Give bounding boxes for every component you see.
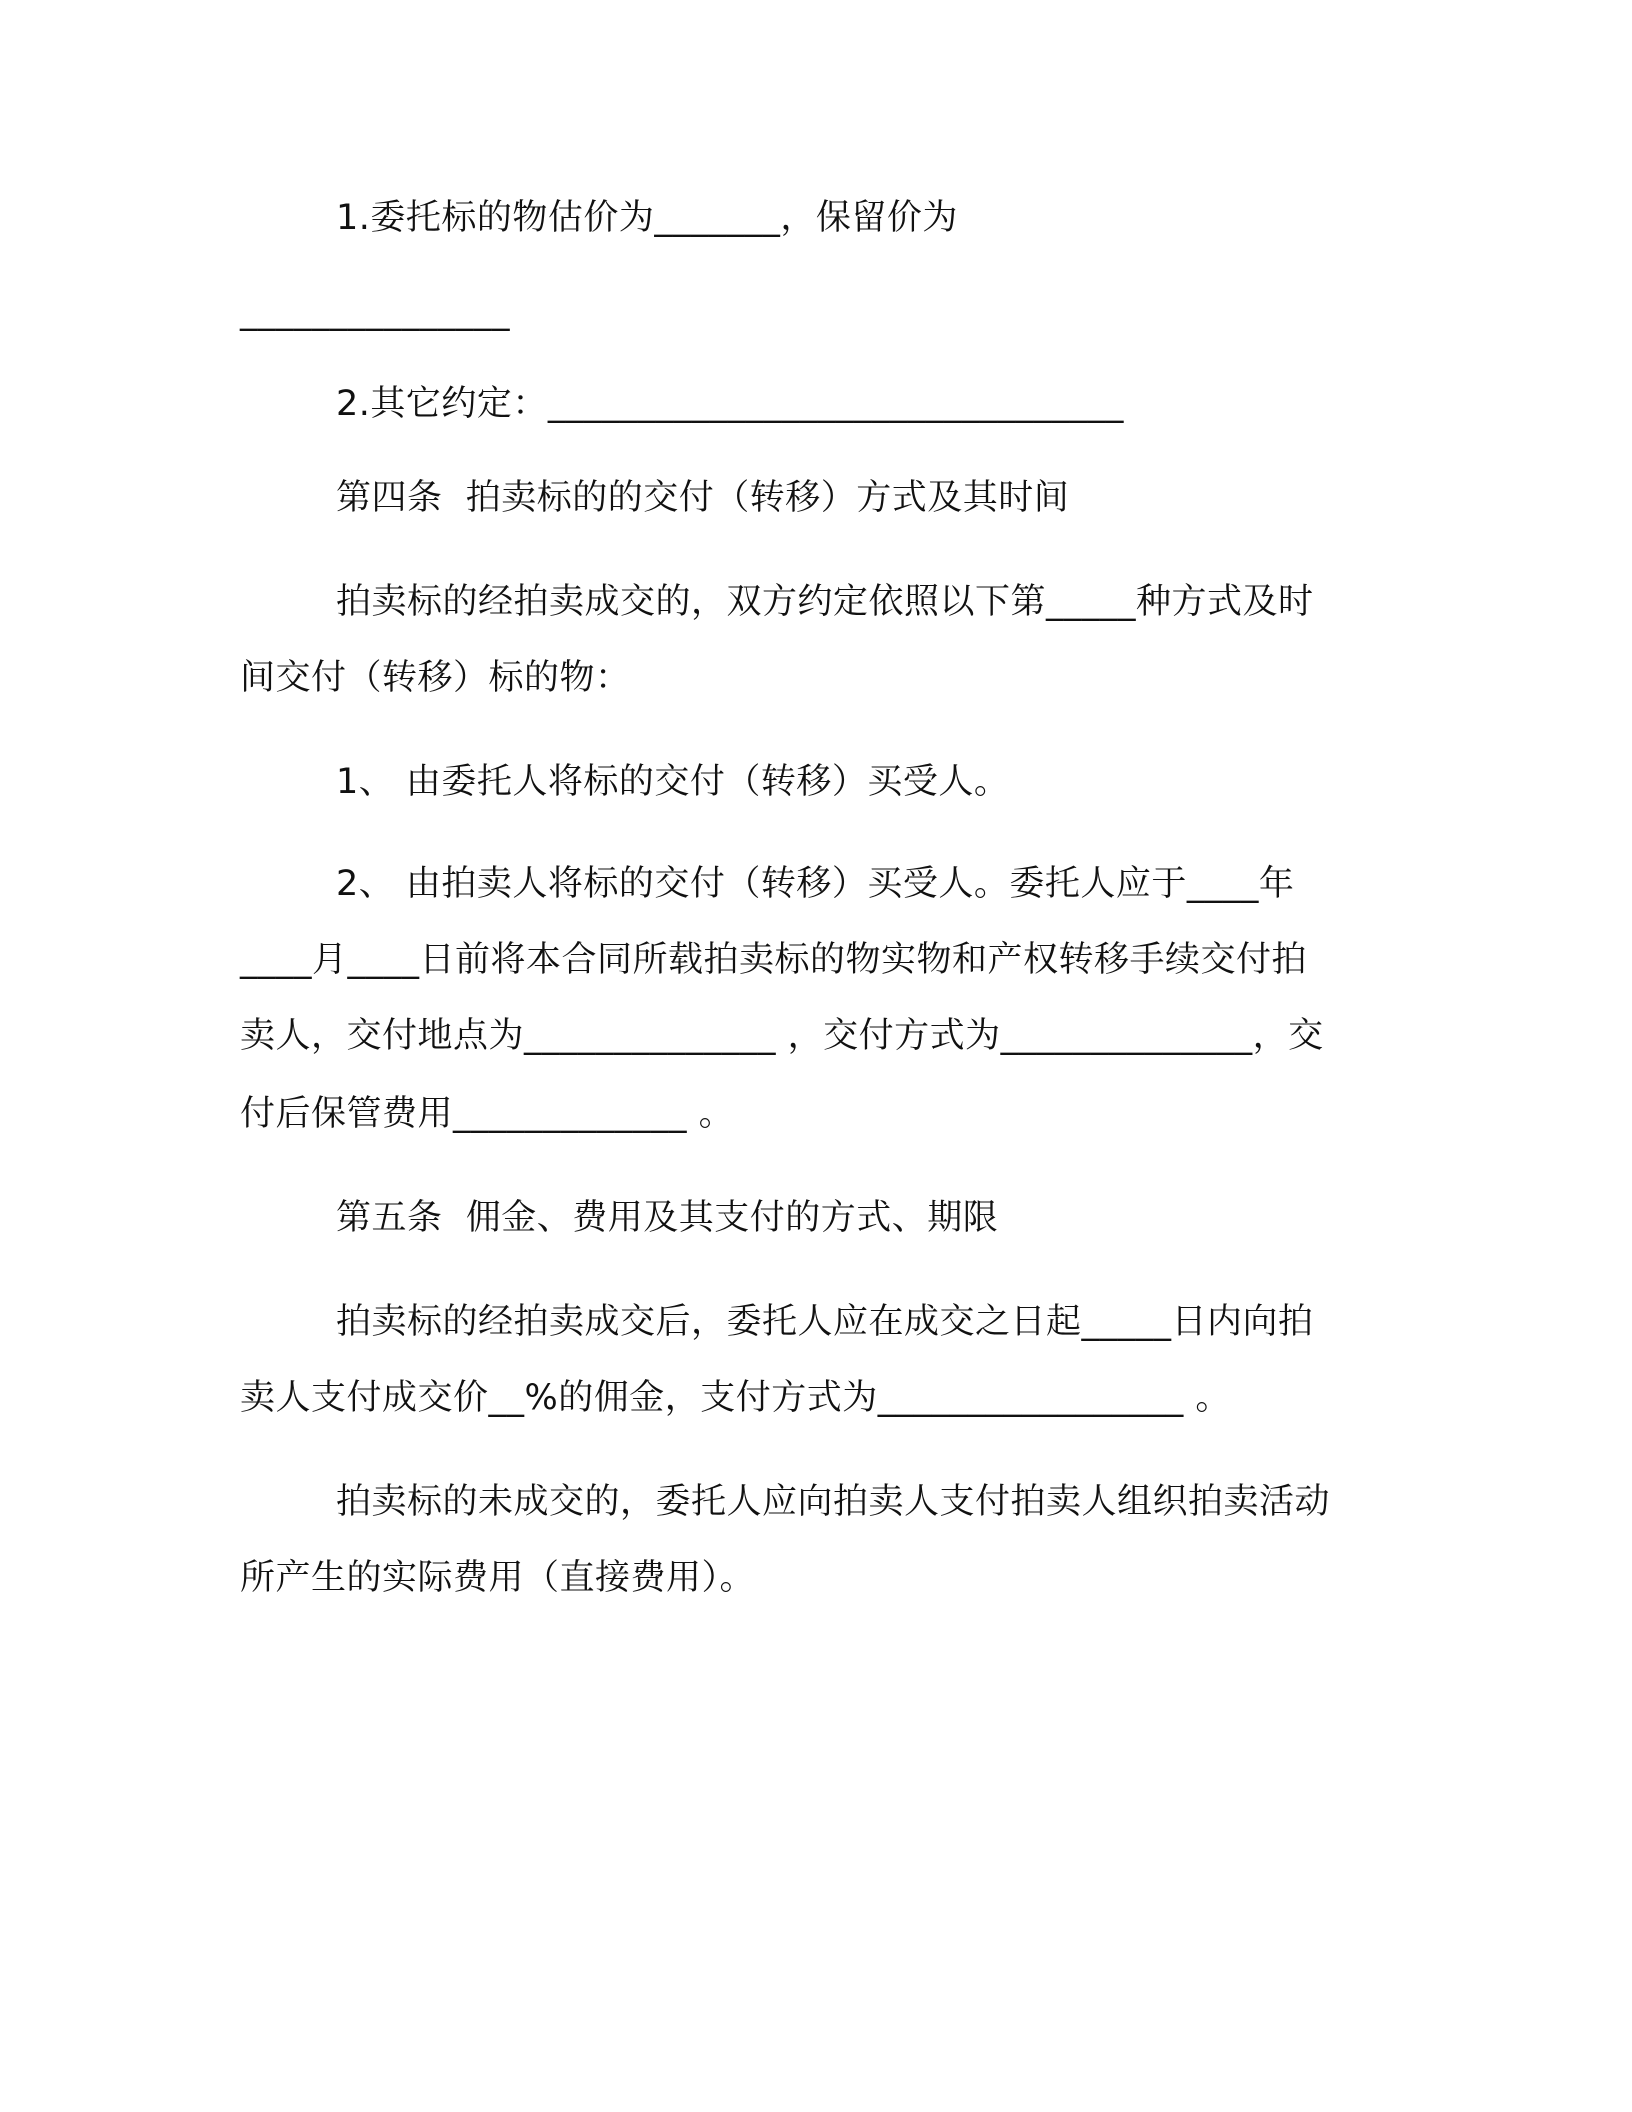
article-4-para-line-1: 拍卖标的经拍卖成交的，双方约定依照以下第_____种方式及时 xyxy=(336,582,1314,622)
clause-3-item-2: 2.其它约定：________________________________ xyxy=(336,384,1124,424)
article-4-heading: 第四条 拍卖标的的交付（转移）方式及其时间 xyxy=(336,478,1070,518)
article-5-para-1-line-1: 拍卖标的经拍卖成交后，委托人应在成交之日起_____日内向拍 xyxy=(336,1302,1314,1342)
article-4-option-2-line-4: 付后保管费用_____________ 。 xyxy=(240,1094,735,1134)
article-5-heading: 第五条 佣金、费用及其支付的方式、期限 xyxy=(336,1198,999,1238)
clause-3-item-1: 1.委托标的物估价为_______，保留价为 xyxy=(336,198,958,238)
article-4-para-line-2: 间交付（转移）标的物： xyxy=(240,658,631,698)
article-5-para-1-line-2: 卖人支付成交价__%的佣金，支付方式为_________________ 。 xyxy=(240,1378,1231,1418)
article-4-option-1: 1、 由委托人将标的交付（转移）买受人。 xyxy=(336,762,1010,802)
article-4-option-2-line-2: ____月____日前将本合同所载拍卖标的物实物和产权转移手续交付拍 xyxy=(240,940,1308,980)
article-5-para-2-line-2: 所产生的实际费用（直接费用）。 xyxy=(240,1558,756,1598)
article-4-option-2-line-3: 卖人，交付地点为______________ ，交付方式为______________，交 xyxy=(240,1016,1324,1056)
article-5-para-2-line-1: 拍卖标的未成交的，委托人应向拍卖人支付拍卖人组织拍卖活动 xyxy=(336,1482,1331,1522)
clause-3-item-1-cont: _______________ xyxy=(240,292,510,332)
article-4-option-2-line-1: 2、 由拍卖人将标的交付（转移）买受人。委托人应于____年 xyxy=(336,864,1295,904)
